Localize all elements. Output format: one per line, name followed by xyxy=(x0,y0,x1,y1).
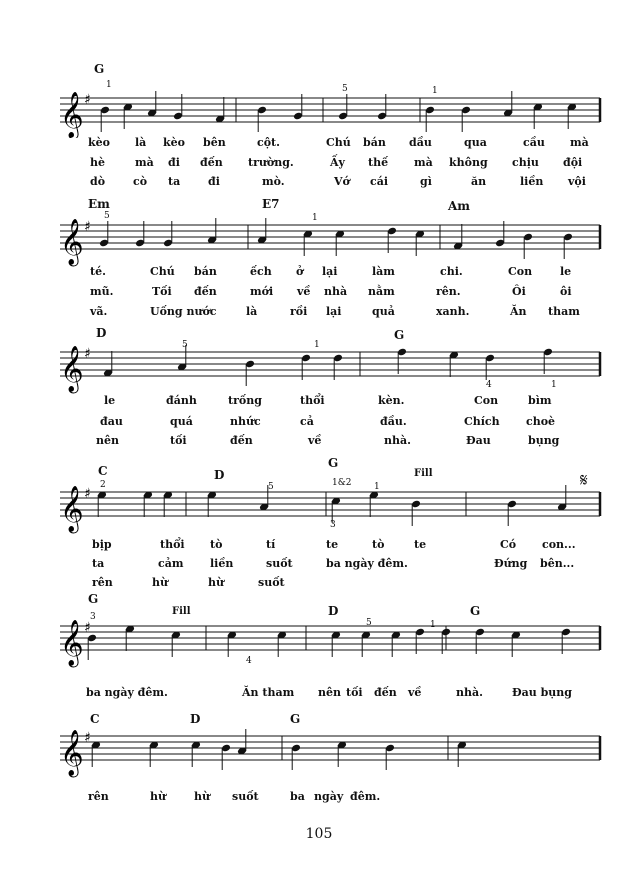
lyric-syllable: không xyxy=(449,156,488,169)
lyric-syllable: Ăn xyxy=(510,305,527,318)
chord-symbol: D xyxy=(190,712,201,726)
lyric-syllable: hừ xyxy=(152,576,168,589)
lyric-syllable: choè xyxy=(526,415,556,428)
lyric-syllable: nhà xyxy=(324,285,348,298)
lyric-syllable: đi xyxy=(168,156,180,169)
lyric-syllable: rồi xyxy=(290,305,308,318)
lyric-syllable: ta xyxy=(168,175,181,188)
lyric-syllable: mà xyxy=(570,136,589,149)
chord-symbol: D xyxy=(96,326,107,340)
lyric-syllable: là xyxy=(246,305,258,318)
fingering-number: 1 xyxy=(551,380,557,390)
chord-symbol: G xyxy=(328,456,339,470)
lyric-syllable: rên xyxy=(88,790,109,803)
lyric-syllable: đến xyxy=(374,686,397,699)
chord-symbol: Em xyxy=(88,197,110,211)
lyric-syllable: rên. xyxy=(436,285,461,298)
lyric-syllable: qua xyxy=(464,136,487,149)
staff-4-notation xyxy=(0,456,638,536)
key-signature-sharp: ♯ xyxy=(84,620,91,636)
lyric-syllable: cả xyxy=(300,415,314,428)
lyric-syllable: vã. xyxy=(90,305,108,318)
lyric-syllable: Có xyxy=(500,538,517,551)
lyric-syllable: hừ xyxy=(208,576,224,589)
lyric-syllable: Đau bụng xyxy=(512,686,572,699)
fill-label: Fill xyxy=(172,606,191,617)
key-signature-sharp: ♯ xyxy=(84,219,91,235)
lyric-syllable: ếch xyxy=(250,265,272,278)
lyric-syllable: tối xyxy=(170,434,187,447)
lyric-syllable: Chú xyxy=(326,136,351,149)
lyric-syllable: ba ngày đêm. xyxy=(326,557,408,570)
lyric-syllable: tò xyxy=(372,538,385,551)
lyric-syllable: Chú xyxy=(150,265,175,278)
fingering-number: 5 xyxy=(342,84,348,94)
lyric-syllable: đến xyxy=(194,285,217,298)
fingering-number: 3 xyxy=(90,612,96,622)
lyric-syllable: ngày xyxy=(314,790,344,803)
fingering-number: 5 xyxy=(104,211,110,221)
fingering-number: 4 xyxy=(486,380,492,390)
fingering-number: 3 xyxy=(330,520,336,530)
lyric-syllable: mũ. xyxy=(90,285,114,298)
lyric-syllable: Con xyxy=(508,265,533,278)
lyric-syllable: te xyxy=(326,538,339,551)
lyric-syllable: ôi xyxy=(560,285,572,298)
chord-symbol: G xyxy=(394,328,405,342)
lyric-syllable: liền xyxy=(520,175,544,188)
chord-symbol: G xyxy=(88,592,99,606)
lyric-syllable: đau xyxy=(100,415,123,428)
lyric-syllable: về xyxy=(297,285,311,298)
staff-system-1 xyxy=(0,58,638,198)
lyric-syllable: cầu xyxy=(523,136,545,149)
lyric-syllable: hừ xyxy=(194,790,210,803)
lyric-syllable: thế xyxy=(368,156,389,169)
fingering-number: 1 xyxy=(374,482,380,492)
lyric-syllable: rên xyxy=(92,576,113,589)
lyric-syllable: kèn. xyxy=(378,394,405,407)
lyric-syllable: Ấy xyxy=(330,156,345,169)
chord-symbol: D xyxy=(328,604,339,618)
staff-system-4 xyxy=(0,456,638,589)
fingering-number: 1 xyxy=(430,620,436,630)
lyric-syllable: ba ngày đêm. xyxy=(86,686,168,699)
treble-clef: 𝄞 xyxy=(60,346,84,392)
treble-clef: 𝄞 xyxy=(60,219,84,265)
chord-symbol: G xyxy=(290,712,301,726)
lyric-syllable: nằm xyxy=(368,285,395,298)
treble-clef: 𝄞 xyxy=(60,620,84,666)
lyric-syllable: ở xyxy=(296,265,304,278)
lyric-syllable: đánh xyxy=(166,394,197,407)
lyric-syllable: ba xyxy=(290,790,305,803)
lyric-syllable: về xyxy=(308,434,322,447)
treble-clef: 𝄞 xyxy=(60,486,84,532)
lyric-syllable: le xyxy=(104,394,116,407)
staff-system-3 xyxy=(0,322,638,452)
lyric-syllable: suốt xyxy=(232,790,259,803)
lyric-syllable: đêm. xyxy=(350,790,381,803)
lyric-syllable: bìm xyxy=(528,394,552,407)
treble-clef: 𝄞 xyxy=(60,730,84,776)
chord-symbol: D xyxy=(214,468,225,482)
fingering-number: 1 xyxy=(106,80,112,90)
lyric-syllable: trường. xyxy=(248,156,294,169)
lyric-syllable: mò. xyxy=(262,175,285,188)
lyric-syllable: tối xyxy=(346,686,363,699)
fingering-number: 5 xyxy=(182,340,188,350)
lyric-syllable: nhà. xyxy=(384,434,411,447)
fingering-number: 5 xyxy=(366,618,372,628)
lyric-syllable: đến xyxy=(230,434,253,447)
lyric-syllable: ta xyxy=(92,557,105,570)
lyric-syllable: suốt xyxy=(258,576,285,589)
lyric-syllable: Đứng xyxy=(494,557,528,570)
lyric-syllable: làm xyxy=(372,265,395,278)
lyric-syllable: Chích xyxy=(464,415,500,428)
lyric-syllable: hè xyxy=(90,156,105,169)
lyric-syllable: tí xyxy=(266,538,276,551)
chord-symbol: G xyxy=(470,604,481,618)
lyric-syllable: nhức xyxy=(230,415,261,428)
lyric-syllable: hừ xyxy=(150,790,166,803)
treble-clef: 𝄞 xyxy=(60,92,84,138)
lyric-syllable: mà xyxy=(414,156,433,169)
lyric-syllable: té. xyxy=(90,265,106,278)
lyric-syllable: Con xyxy=(474,394,499,407)
lyric-syllable: lại xyxy=(326,305,342,318)
key-signature-sharp: ♯ xyxy=(84,730,91,746)
lyric-syllable: kèo xyxy=(88,136,110,149)
lyric-syllable: cò xyxy=(133,175,148,188)
fingering-number: 1 xyxy=(312,213,318,223)
lyric-syllable: đội xyxy=(563,156,583,169)
lyric-syllable: nên xyxy=(318,686,341,699)
lyric-syllable: cảm xyxy=(158,557,184,570)
lyric-syllable: bịp xyxy=(92,538,112,551)
staff-system-6 xyxy=(0,708,638,808)
lyric-syllable: kèo xyxy=(163,136,185,149)
lyric-syllable: đầu. xyxy=(380,415,407,428)
segno-sign: 𝄋 xyxy=(580,470,588,491)
fingering-number: 1 xyxy=(314,340,320,350)
lyric-syllable: đi xyxy=(208,175,220,188)
lyric-syllable: lại xyxy=(322,265,338,278)
lyric-syllable: đến xyxy=(200,156,223,169)
lyric-syllable: tham xyxy=(548,305,580,318)
lyric-syllable: Tối xyxy=(152,285,172,298)
fingering-number: 1 xyxy=(432,86,438,96)
fingering-number: 5 xyxy=(268,482,274,492)
lyric-syllable: bán xyxy=(194,265,217,278)
lyric-syllable: Vớ xyxy=(334,175,350,188)
lyric-syllable: gì xyxy=(420,175,432,188)
lyric-syllable: liền xyxy=(210,557,234,570)
lyric-syllable: chi. xyxy=(440,265,463,278)
lyric-syllable: dầu xyxy=(409,136,432,149)
lyric-syllable: te xyxy=(414,538,427,551)
chord-symbol: E7 xyxy=(262,197,280,211)
lyric-syllable: chịu xyxy=(512,156,539,169)
lyric-syllable: nên xyxy=(96,434,119,447)
lyric-syllable: bụng xyxy=(528,434,560,447)
fingering-number: 2 xyxy=(100,480,106,490)
lyric-syllable: Ăn tham xyxy=(242,686,295,699)
lyric-syllable: ăn xyxy=(471,175,487,188)
lyric-syllable: mà xyxy=(135,156,154,169)
key-signature-sharp: ♯ xyxy=(84,486,91,502)
lyric-syllable: vội xyxy=(568,175,586,188)
lyric-syllable: Ôi xyxy=(512,285,526,298)
lyric-syllable: con... xyxy=(542,538,576,551)
lyric-syllable: xanh. xyxy=(436,305,470,318)
staff-system-2 xyxy=(0,195,638,325)
lyric-syllable: le xyxy=(560,265,572,278)
lyric-syllable: quả xyxy=(372,305,395,318)
lyric-syllable: nhà. xyxy=(456,686,483,699)
lyric-syllable: thổi xyxy=(160,538,185,551)
volta-bracket-label: 1&2 xyxy=(332,478,352,488)
lyric-syllable: về xyxy=(408,686,422,699)
lyric-syllable: cái xyxy=(370,175,389,188)
lyric-syllable: cột. xyxy=(257,136,280,149)
lyric-syllable: dò xyxy=(90,175,106,188)
lyric-syllable: mới xyxy=(250,285,274,298)
lyric-syllable: bên... xyxy=(540,557,575,570)
staff-system-5 xyxy=(0,592,638,702)
page-number: 105 xyxy=(305,826,333,842)
chord-symbol: C xyxy=(90,712,100,726)
lyric-syllable: suốt xyxy=(266,557,293,570)
lyric-syllable: là xyxy=(135,136,147,149)
lyric-syllable: Đau xyxy=(466,434,491,447)
lyric-syllable: trống xyxy=(228,394,262,407)
lyric-syllable: Uống nước xyxy=(150,305,217,318)
lyric-syllable: thổi xyxy=(300,394,325,407)
chord-symbol: Am xyxy=(448,199,471,213)
lyric-syllable: tò xyxy=(210,538,223,551)
key-signature-sharp: ♯ xyxy=(84,346,91,362)
lyric-syllable: bên xyxy=(203,136,226,149)
lyric-syllable: bán xyxy=(363,136,386,149)
fill-label: Fill xyxy=(414,468,433,479)
lyric-syllable: quá xyxy=(170,415,193,428)
chord-symbol: C xyxy=(98,464,108,478)
key-signature-sharp: ♯ xyxy=(84,92,91,108)
fingering-number: 4 xyxy=(246,656,252,666)
chord-symbol: G xyxy=(94,62,105,76)
